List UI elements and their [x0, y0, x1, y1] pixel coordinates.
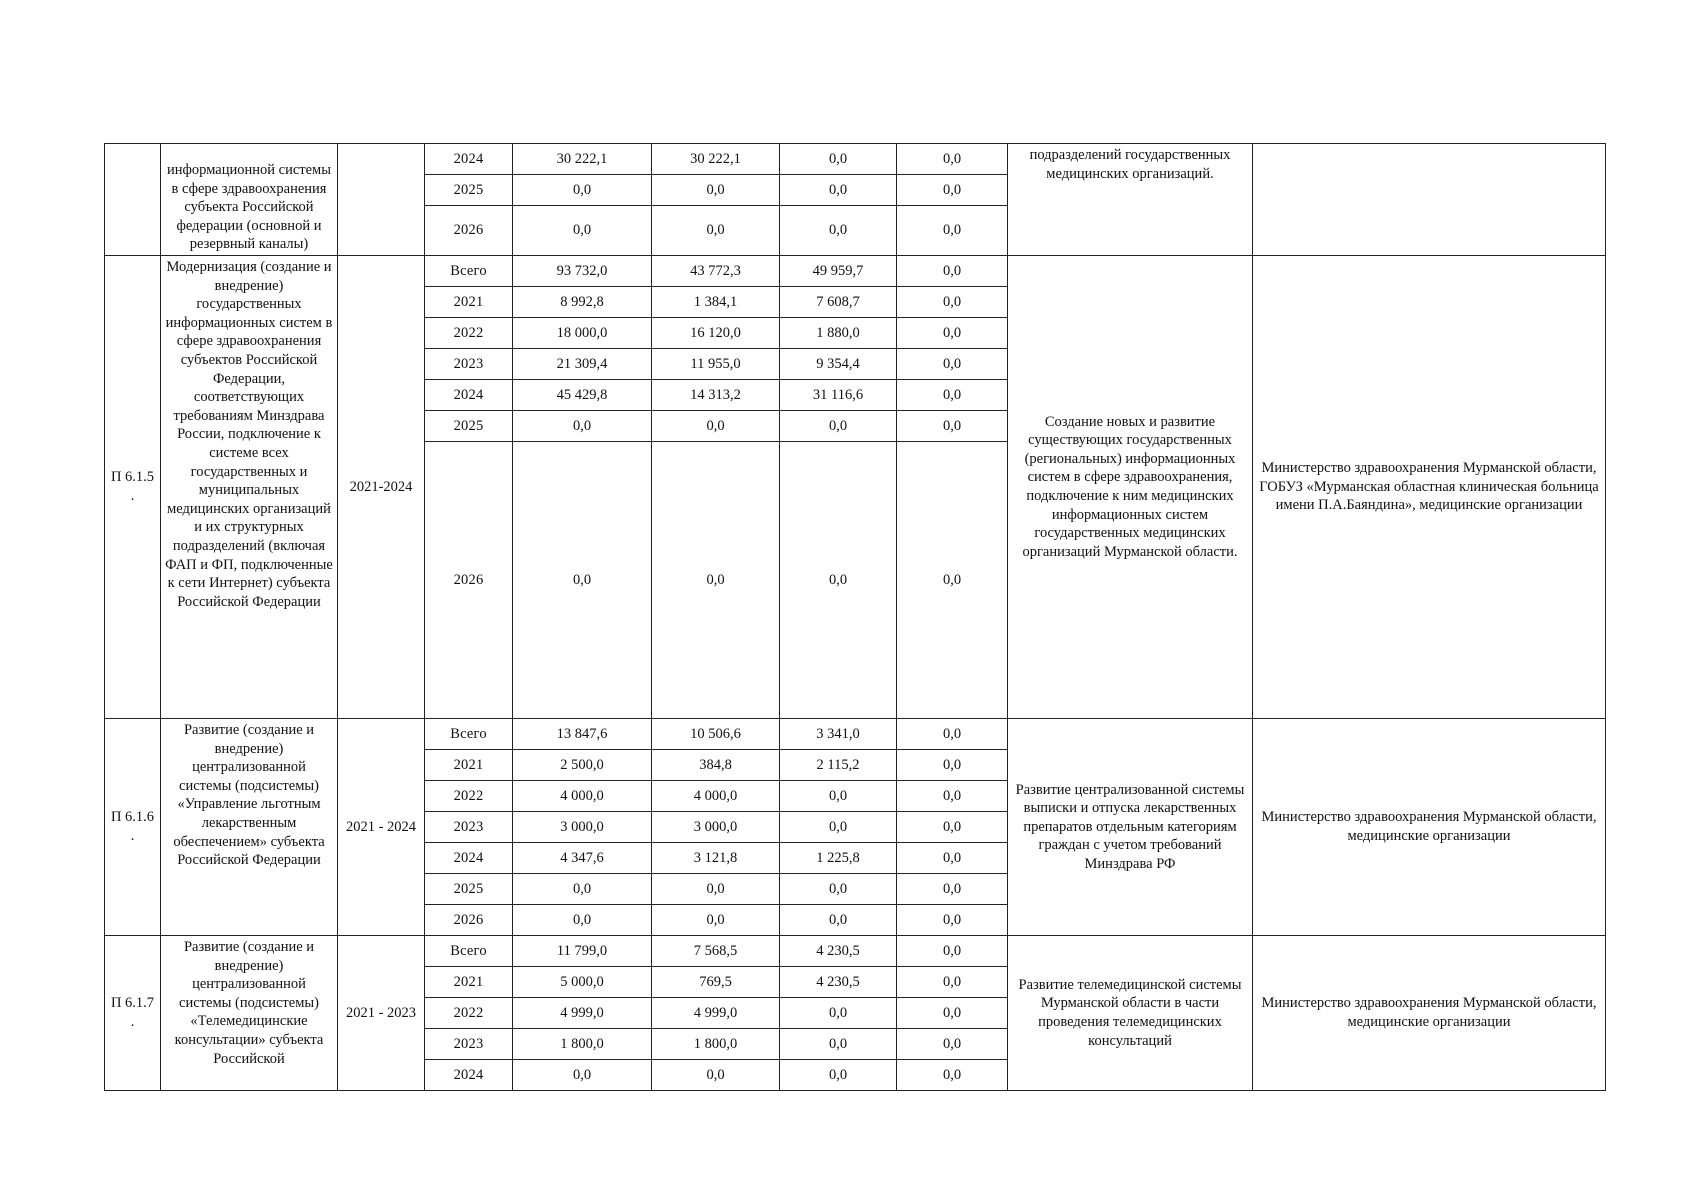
- year-cell: 2025: [425, 411, 513, 442]
- total-amount-cell: 30 222,1: [513, 144, 652, 175]
- federal-amount-cell: 4 000,0: [652, 781, 780, 812]
- expected-result-cell: Развитие централизованной системы выписки и отпуска лекарственных препаратов отдельным категориям граждан с учетом требований Минздрава РФ: [1008, 719, 1253, 936]
- regional-amount-cell: 0,0: [780, 874, 897, 905]
- extra-budget-amount-cell: 0,0: [897, 998, 1008, 1029]
- federal-amount-cell: 3 121,8: [652, 843, 780, 874]
- item-number-cell: [105, 144, 161, 256]
- extra-budget-amount-cell: 0,0: [897, 380, 1008, 411]
- regional-amount-cell: 0,0: [780, 812, 897, 843]
- regional-amount-cell: 49 959,7: [780, 256, 897, 287]
- regional-amount-cell: 0,0: [780, 1029, 897, 1060]
- table-row: [105, 719, 1606, 750]
- regional-amount-cell: 0,0: [780, 1060, 897, 1091]
- extra-budget-amount-cell: 0,0: [897, 874, 1008, 905]
- responsible-executor-cell: Министерство здравоохранения Мурманской области, медицинские организации: [1253, 719, 1606, 936]
- federal-amount-cell: 16 120,0: [652, 318, 780, 349]
- total-amount-cell: 0,0: [513, 874, 652, 905]
- activity-name-cell: Модернизация (создание и внедрение) государственных информационных систем в сфере здравоохранения субъектов Российской Федерации, соответствующих требованиям Минздрава России, подключение к системе всех государственных и муниципальных медицинских организаций и их структурных подразделений (включая ФАП и ФП, подключенные к сети Интернет) субъекта Российской Федерации: [161, 256, 338, 719]
- total-amount-cell: 8 992,8: [513, 287, 652, 318]
- year-cell: 2023: [425, 1029, 513, 1060]
- year-cell: 2026: [425, 206, 513, 256]
- responsible-executor-cell: Министерство здравоохранения Мурманской области, медицинские организации: [1253, 936, 1606, 1091]
- total-amount-cell: 93 732,0: [513, 256, 652, 287]
- regional-amount-cell: 0,0: [780, 144, 897, 175]
- regional-amount-cell: 1 880,0: [780, 318, 897, 349]
- year-cell: 2021: [425, 287, 513, 318]
- year-cell: 2024: [425, 380, 513, 411]
- period-cell: [338, 144, 425, 256]
- table-row: [105, 936, 1606, 967]
- expected-result-cell: Развитие телемедицинской системы Мурманской области в части проведения телемедицинских консультаций: [1008, 936, 1253, 1091]
- table-row: [105, 256, 1606, 287]
- extra-budget-amount-cell: 0,0: [897, 349, 1008, 380]
- federal-amount-cell: 384,8: [652, 750, 780, 781]
- year-cell: 2022: [425, 998, 513, 1029]
- activity-name-cell: Развитие (создание и внедрение) централизованной системы (подсистемы) «Управление льготным лекарственным обеспечением» субъекта Российской Федерации: [161, 719, 338, 936]
- total-amount-cell: 0,0: [513, 1060, 652, 1091]
- item-number-cell: П 6.1.6 .: [105, 719, 161, 936]
- extra-budget-amount-cell: 0,0: [897, 719, 1008, 750]
- total-amount-cell: 4 347,6: [513, 843, 652, 874]
- federal-amount-cell: 0,0: [652, 411, 780, 442]
- regional-amount-cell: 0,0: [780, 781, 897, 812]
- responsible-executor-cell: [1253, 144, 1606, 256]
- federal-amount-cell: 769,5: [652, 967, 780, 998]
- federal-amount-cell: 0,0: [652, 442, 780, 719]
- federal-amount-cell: 10 506,6: [652, 719, 780, 750]
- year-cell: 2025: [425, 874, 513, 905]
- item-number-cell: П 6.1.5 .: [105, 256, 161, 719]
- year-cell: 2021: [425, 750, 513, 781]
- regional-amount-cell: 4 230,5: [780, 936, 897, 967]
- extra-budget-amount-cell: 0,0: [897, 936, 1008, 967]
- total-amount-cell: 0,0: [513, 175, 652, 206]
- extra-budget-amount-cell: 0,0: [897, 1029, 1008, 1060]
- extra-budget-amount-cell: 0,0: [897, 318, 1008, 349]
- federal-amount-cell: 1 800,0: [652, 1029, 780, 1060]
- activity-name-cell: информационной системы в сфере здравоохранения субъекта Российской федерации (основной и резервный каналы): [161, 144, 338, 256]
- expected-result-cell: Создание новых и развитие существующих государственных (региональных) информационных систем в сфере здравоохранения, подключение к ним медицинских информационных систем государственных медицинских организаций Мурманской области.: [1008, 256, 1253, 719]
- federal-amount-cell: 1 384,1: [652, 287, 780, 318]
- regional-amount-cell: 7 608,7: [780, 287, 897, 318]
- regional-amount-cell: 9 354,4: [780, 349, 897, 380]
- total-amount-cell: 1 800,0: [513, 1029, 652, 1060]
- year-cell: 2024: [425, 843, 513, 874]
- extra-budget-amount-cell: 0,0: [897, 843, 1008, 874]
- regional-amount-cell: 0,0: [780, 175, 897, 206]
- extra-budget-amount-cell: 0,0: [897, 256, 1008, 287]
- responsible-executor-cell: Министерство здравоохранения Мурманской области, ГОБУЗ «Мурманская областная клиническая больница имени П.А.Баяндина», медицинские организации: [1253, 256, 1606, 719]
- extra-budget-amount-cell: 0,0: [897, 206, 1008, 256]
- federal-amount-cell: 0,0: [652, 1060, 780, 1091]
- federal-amount-cell: 14 313,2: [652, 380, 780, 411]
- regional-amount-cell: 0,0: [780, 206, 897, 256]
- regional-amount-cell: 1 225,8: [780, 843, 897, 874]
- total-amount-cell: 11 799,0: [513, 936, 652, 967]
- year-cell: 2021: [425, 967, 513, 998]
- regional-amount-cell: 0,0: [780, 442, 897, 719]
- extra-budget-amount-cell: 0,0: [897, 750, 1008, 781]
- total-amount-cell: 0,0: [513, 905, 652, 936]
- regional-amount-cell: 31 116,6: [780, 380, 897, 411]
- federal-amount-cell: 7 568,5: [652, 936, 780, 967]
- federal-amount-cell: 3 000,0: [652, 812, 780, 843]
- regional-amount-cell: 2 115,2: [780, 750, 897, 781]
- year-cell: 2022: [425, 781, 513, 812]
- extra-budget-amount-cell: 0,0: [897, 287, 1008, 318]
- regional-amount-cell: 4 230,5: [780, 967, 897, 998]
- year-cell: 2026: [425, 905, 513, 936]
- federal-amount-cell: 30 222,1: [652, 144, 780, 175]
- total-amount-cell: 0,0: [513, 411, 652, 442]
- program-activities-table: [104, 143, 1606, 1091]
- regional-amount-cell: 0,0: [780, 411, 897, 442]
- regional-amount-cell: 0,0: [780, 998, 897, 1029]
- year-cell: 2022: [425, 318, 513, 349]
- period-cell: 2021 - 2023: [338, 936, 425, 1091]
- extra-budget-amount-cell: 0,0: [897, 781, 1008, 812]
- federal-amount-cell: 43 772,3: [652, 256, 780, 287]
- total-amount-cell: 3 000,0: [513, 812, 652, 843]
- year-cell: 2026: [425, 442, 513, 719]
- period-cell: 2021-2024: [338, 256, 425, 719]
- federal-amount-cell: 0,0: [652, 206, 780, 256]
- total-amount-cell: 21 309,4: [513, 349, 652, 380]
- total-amount-cell: 4 000,0: [513, 781, 652, 812]
- extra-budget-amount-cell: 0,0: [897, 905, 1008, 936]
- year-cell: Всего: [425, 256, 513, 287]
- year-cell: Всего: [425, 936, 513, 967]
- federal-amount-cell: 0,0: [652, 874, 780, 905]
- total-amount-cell: 45 429,8: [513, 380, 652, 411]
- year-cell: 2023: [425, 812, 513, 843]
- year-cell: 2025: [425, 175, 513, 206]
- total-amount-cell: 0,0: [513, 206, 652, 256]
- extra-budget-amount-cell: 0,0: [897, 812, 1008, 843]
- activity-name-cell: Развитие (создание и внедрение) централизованной системы (подсистемы) «Телемедицинские консультации» субъекта Российской: [161, 936, 338, 1091]
- regional-amount-cell: 0,0: [780, 905, 897, 936]
- extra-budget-amount-cell: 0,0: [897, 1060, 1008, 1091]
- regional-amount-cell: 3 341,0: [780, 719, 897, 750]
- total-amount-cell: 13 847,6: [513, 719, 652, 750]
- total-amount-cell: 5 000,0: [513, 967, 652, 998]
- expected-result-cell: подразделений государственных медицинских организаций.: [1008, 144, 1253, 256]
- extra-budget-amount-cell: 0,0: [897, 175, 1008, 206]
- item-number-cell: П 6.1.7 .: [105, 936, 161, 1091]
- federal-amount-cell: 4 999,0: [652, 998, 780, 1029]
- total-amount-cell: 2 500,0: [513, 750, 652, 781]
- federal-amount-cell: 0,0: [652, 905, 780, 936]
- year-cell: Всего: [425, 719, 513, 750]
- extra-budget-amount-cell: 0,0: [897, 442, 1008, 719]
- year-cell: 2024: [425, 1060, 513, 1091]
- year-cell: 2024: [425, 144, 513, 175]
- federal-amount-cell: 0,0: [652, 175, 780, 206]
- total-amount-cell: 18 000,0: [513, 318, 652, 349]
- extra-budget-amount-cell: 0,0: [897, 144, 1008, 175]
- federal-amount-cell: 11 955,0: [652, 349, 780, 380]
- extra-budget-amount-cell: 0,0: [897, 967, 1008, 998]
- total-amount-cell: 4 999,0: [513, 998, 652, 1029]
- table-row: [105, 144, 1606, 175]
- period-cell: 2021 - 2024: [338, 719, 425, 936]
- extra-budget-amount-cell: 0,0: [897, 411, 1008, 442]
- year-cell: 2023: [425, 349, 513, 380]
- total-amount-cell: 0,0: [513, 442, 652, 719]
